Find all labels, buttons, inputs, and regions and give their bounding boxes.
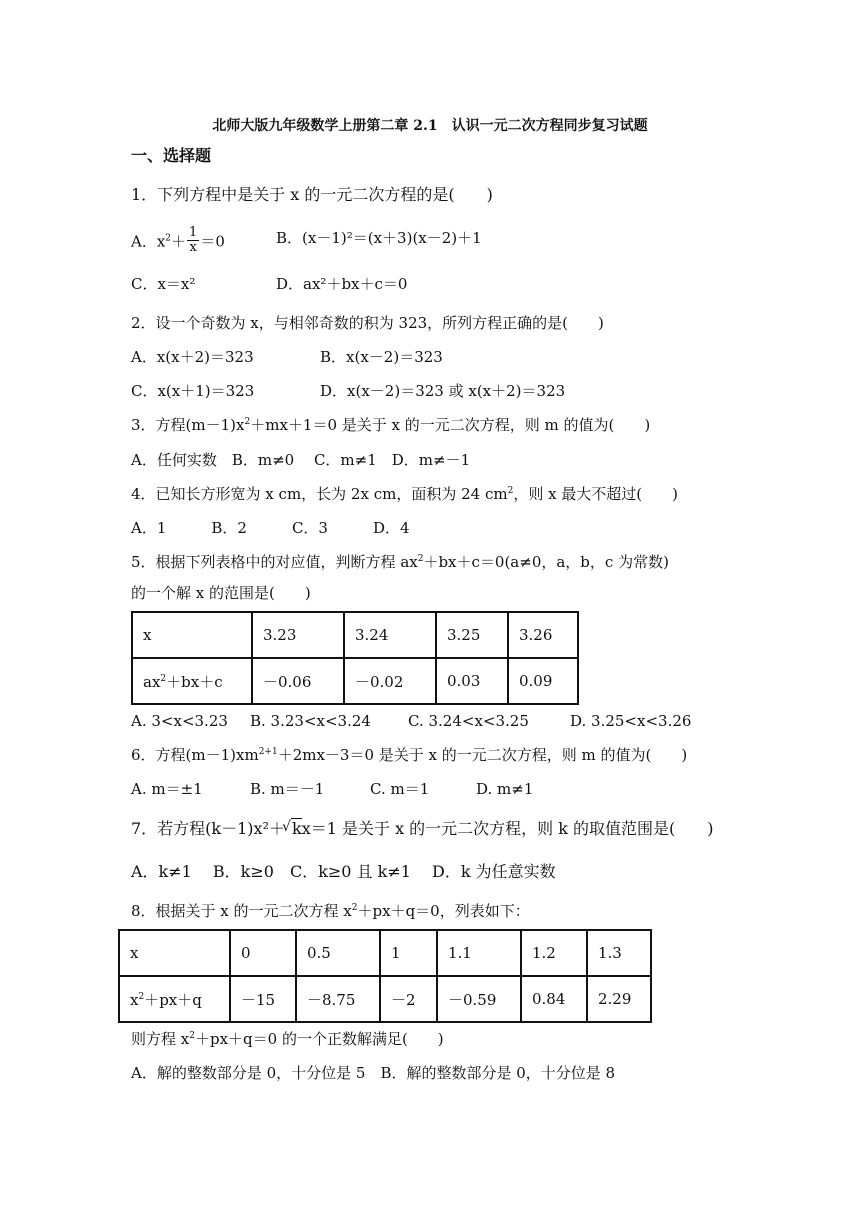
table-cell: 0.03	[436, 658, 508, 704]
q8-stem: 8．根据关于 x 的一元二次方程 $x^2+px+q=0$，列表如下：	[131, 902, 530, 920]
q4-stem-post: ，则 x 最大不超过( )	[513, 485, 679, 503]
q7-options: A．k≠1 B．k≥0 C．k≥0 且 k≠1 D．k 为任意实数	[131, 862, 556, 881]
q8-followup-pre: 则方程 x	[131, 1030, 190, 1048]
q4-stem: 4．已知长方形宽为 x cm，长为 2x cm，面积为 24 $cm^2$，则 x 最大不超过( )	[131, 485, 679, 503]
q1-option-a-tail: ＝0	[200, 232, 225, 251]
q4-stem-pre: 4．已知长方形宽为 x cm，长为 2x cm，面积为 24 cm	[131, 485, 508, 503]
table-cell: 2.29	[587, 976, 651, 1022]
q8-followup-post: ＋px＋q＝0 的一个正数解满足( )	[194, 1030, 444, 1048]
table-cell: 0	[230, 930, 296, 976]
table-row	[119, 976, 651, 1022]
q8-value-table	[118, 929, 652, 1023]
q7-stem-post: x＝1 是关于 x 的一元二次方程，则 k 的取值范围是( )	[301, 819, 714, 838]
square-root: √ k	[291, 818, 302, 839]
q6-option-c: C. m＝1	[370, 780, 430, 798]
fraction-numerator: 1	[189, 225, 198, 240]
q5-option-c: C. 3.24<x<3.25	[408, 712, 529, 730]
table-cell: 1.1	[437, 930, 521, 976]
q2-stem: 2．设一个奇数为 x，与相邻奇数的积为 323，所列方程正确的是( )	[131, 314, 604, 332]
q1-option-a-prefix: A．x	[131, 232, 166, 251]
q6-option-a: A. m＝±1	[131, 780, 203, 798]
q6-stem-sup: 2+1	[258, 747, 278, 757]
table-cell: x	[119, 930, 230, 976]
q6-stem	[131, 745, 687, 765]
q8-stem-pre: 8．根据关于 x 的一元二次方程 x	[131, 902, 352, 920]
q1-option-b: B．(x－1)²＝(x＋3)(x－2)＋1	[276, 229, 482, 247]
q3-options: A．任何实数 B．m≠0 C．m≠1 D．m≠－1	[131, 451, 471, 469]
q5-row2-pre: ax	[143, 672, 161, 691]
q5-stem-post: ＋bx＋c＝0(a≠0，a，b，c 为常数)	[423, 553, 669, 571]
q3-stem: 3．方程$(m-1)x^2+mx+1=0$ 是关于 x 的一元二次方程，则 m 的值为( )	[131, 416, 651, 434]
q1-option-a-plus: ＋	[171, 232, 187, 251]
table-cell: －0.02	[344, 658, 436, 704]
q5-row2-post: ＋bx＋c	[166, 672, 223, 691]
table-cell: 1.2	[521, 930, 587, 976]
table-cell: 3.24	[344, 612, 436, 658]
q1-option-d: D．ax²＋bx＋c＝0	[276, 275, 408, 293]
document-title: 北师大版九年级数学上册第二章 2.1 认识一元二次方程同步复习试题	[212, 118, 648, 134]
q1-option-c: C．x＝x²	[131, 275, 196, 293]
section-heading: 一、选择题	[131, 146, 212, 165]
q5-stem-pre: 5．根据下列表格中的对应值，判断方程 ax	[131, 553, 418, 571]
q6-stem-post: ＋2mx－3＝0 是关于 x 的一元二次方程，则 m 的值为( )	[277, 746, 688, 764]
fraction-denominator: x	[189, 240, 197, 255]
q2-option-a: A．x(x＋2)＝323	[131, 348, 254, 366]
q7-stem	[131, 818, 714, 839]
q5-value-table	[131, 611, 579, 705]
table-cell: －0.06	[252, 658, 344, 704]
q5-stem-line1: 5．根据下列表格中的对应值，判断方程 $ax^2+bx+c=0(a\ne 0$，a，b，c 为常数)	[131, 553, 669, 571]
q8-row2-post: ＋px＋q	[144, 990, 202, 1009]
table-cell: 3.23	[252, 612, 344, 658]
q8-row2-pre: x	[130, 990, 139, 1009]
q6-option-d: D. m≠1	[476, 780, 534, 798]
table-cell: －15	[230, 976, 296, 1022]
q2-option-d: D．x(x－2)＝323 或 x(x＋2)＝323	[320, 382, 566, 400]
q1-stem: 1．下列方程中是关于 x 的一元二次方程的是( )	[131, 185, 493, 204]
q6-stem-pre: 6．方程(m－1)xm	[131, 746, 259, 764]
q1-option-a: A．$x^2+$ $\frac{1}{x}$ ＝0	[131, 225, 225, 255]
table-cell: 0.5	[296, 930, 380, 976]
q8-followup: 则方程 $x^2+px+q=0$ 的一个正数解满足( )	[131, 1030, 444, 1048]
q2-option-b: B．x(x－2)＝323	[320, 348, 443, 366]
table-cell: 3.25	[436, 612, 508, 658]
q3-stem-post: ＋mx＋1＝0 是关于 x 的一元二次方程，则 m 的值为( )	[250, 416, 651, 434]
q5-option-a: A. 3<x<3.23	[131, 712, 228, 730]
table-cell: 1	[380, 930, 437, 976]
q7-stem-pre: 7．若方程(k－1)x²＋	[131, 819, 285, 838]
table-row	[132, 658, 578, 704]
q5-option-d: D. 3.25<x<3.26	[570, 712, 692, 730]
q8-stem-post: ＋px＋q＝0，列表如下：	[357, 902, 530, 920]
table-cell: $ax^2+bx+c$	[132, 658, 252, 704]
q6-option-b: B. m＝－1	[250, 780, 325, 798]
q3-stem-pre: 3．方程(m－1)x	[131, 416, 245, 434]
table-cell: 0.09	[508, 658, 578, 704]
table-cell: －0.59	[437, 976, 521, 1022]
q5-option-b: B. 3.23<x<3.24	[250, 712, 371, 730]
table-cell: $x^2+px+q$	[119, 976, 230, 1022]
table-cell: 1.3	[587, 930, 651, 976]
table-row	[132, 612, 578, 658]
table-row	[119, 930, 651, 976]
table-cell: －8.75	[296, 976, 380, 1022]
table-cell: x	[132, 612, 252, 658]
q5-stem-line2: 的一个解 x 的范围是( )	[131, 584, 311, 602]
table-cell: 0.84	[521, 976, 587, 1022]
q8-options: A．解的整数部分是 0，十分位是 5 B．解的整数部分是 0，十分位是 8	[131, 1064, 616, 1082]
q4-options: A．1 B．2 C．3 D．4	[131, 519, 410, 537]
table-cell: 3.26	[508, 612, 578, 658]
q2-option-c: C．x(x＋1)＝323	[131, 382, 255, 400]
fraction	[187, 226, 199, 255]
table-cell: －2	[380, 976, 437, 1022]
